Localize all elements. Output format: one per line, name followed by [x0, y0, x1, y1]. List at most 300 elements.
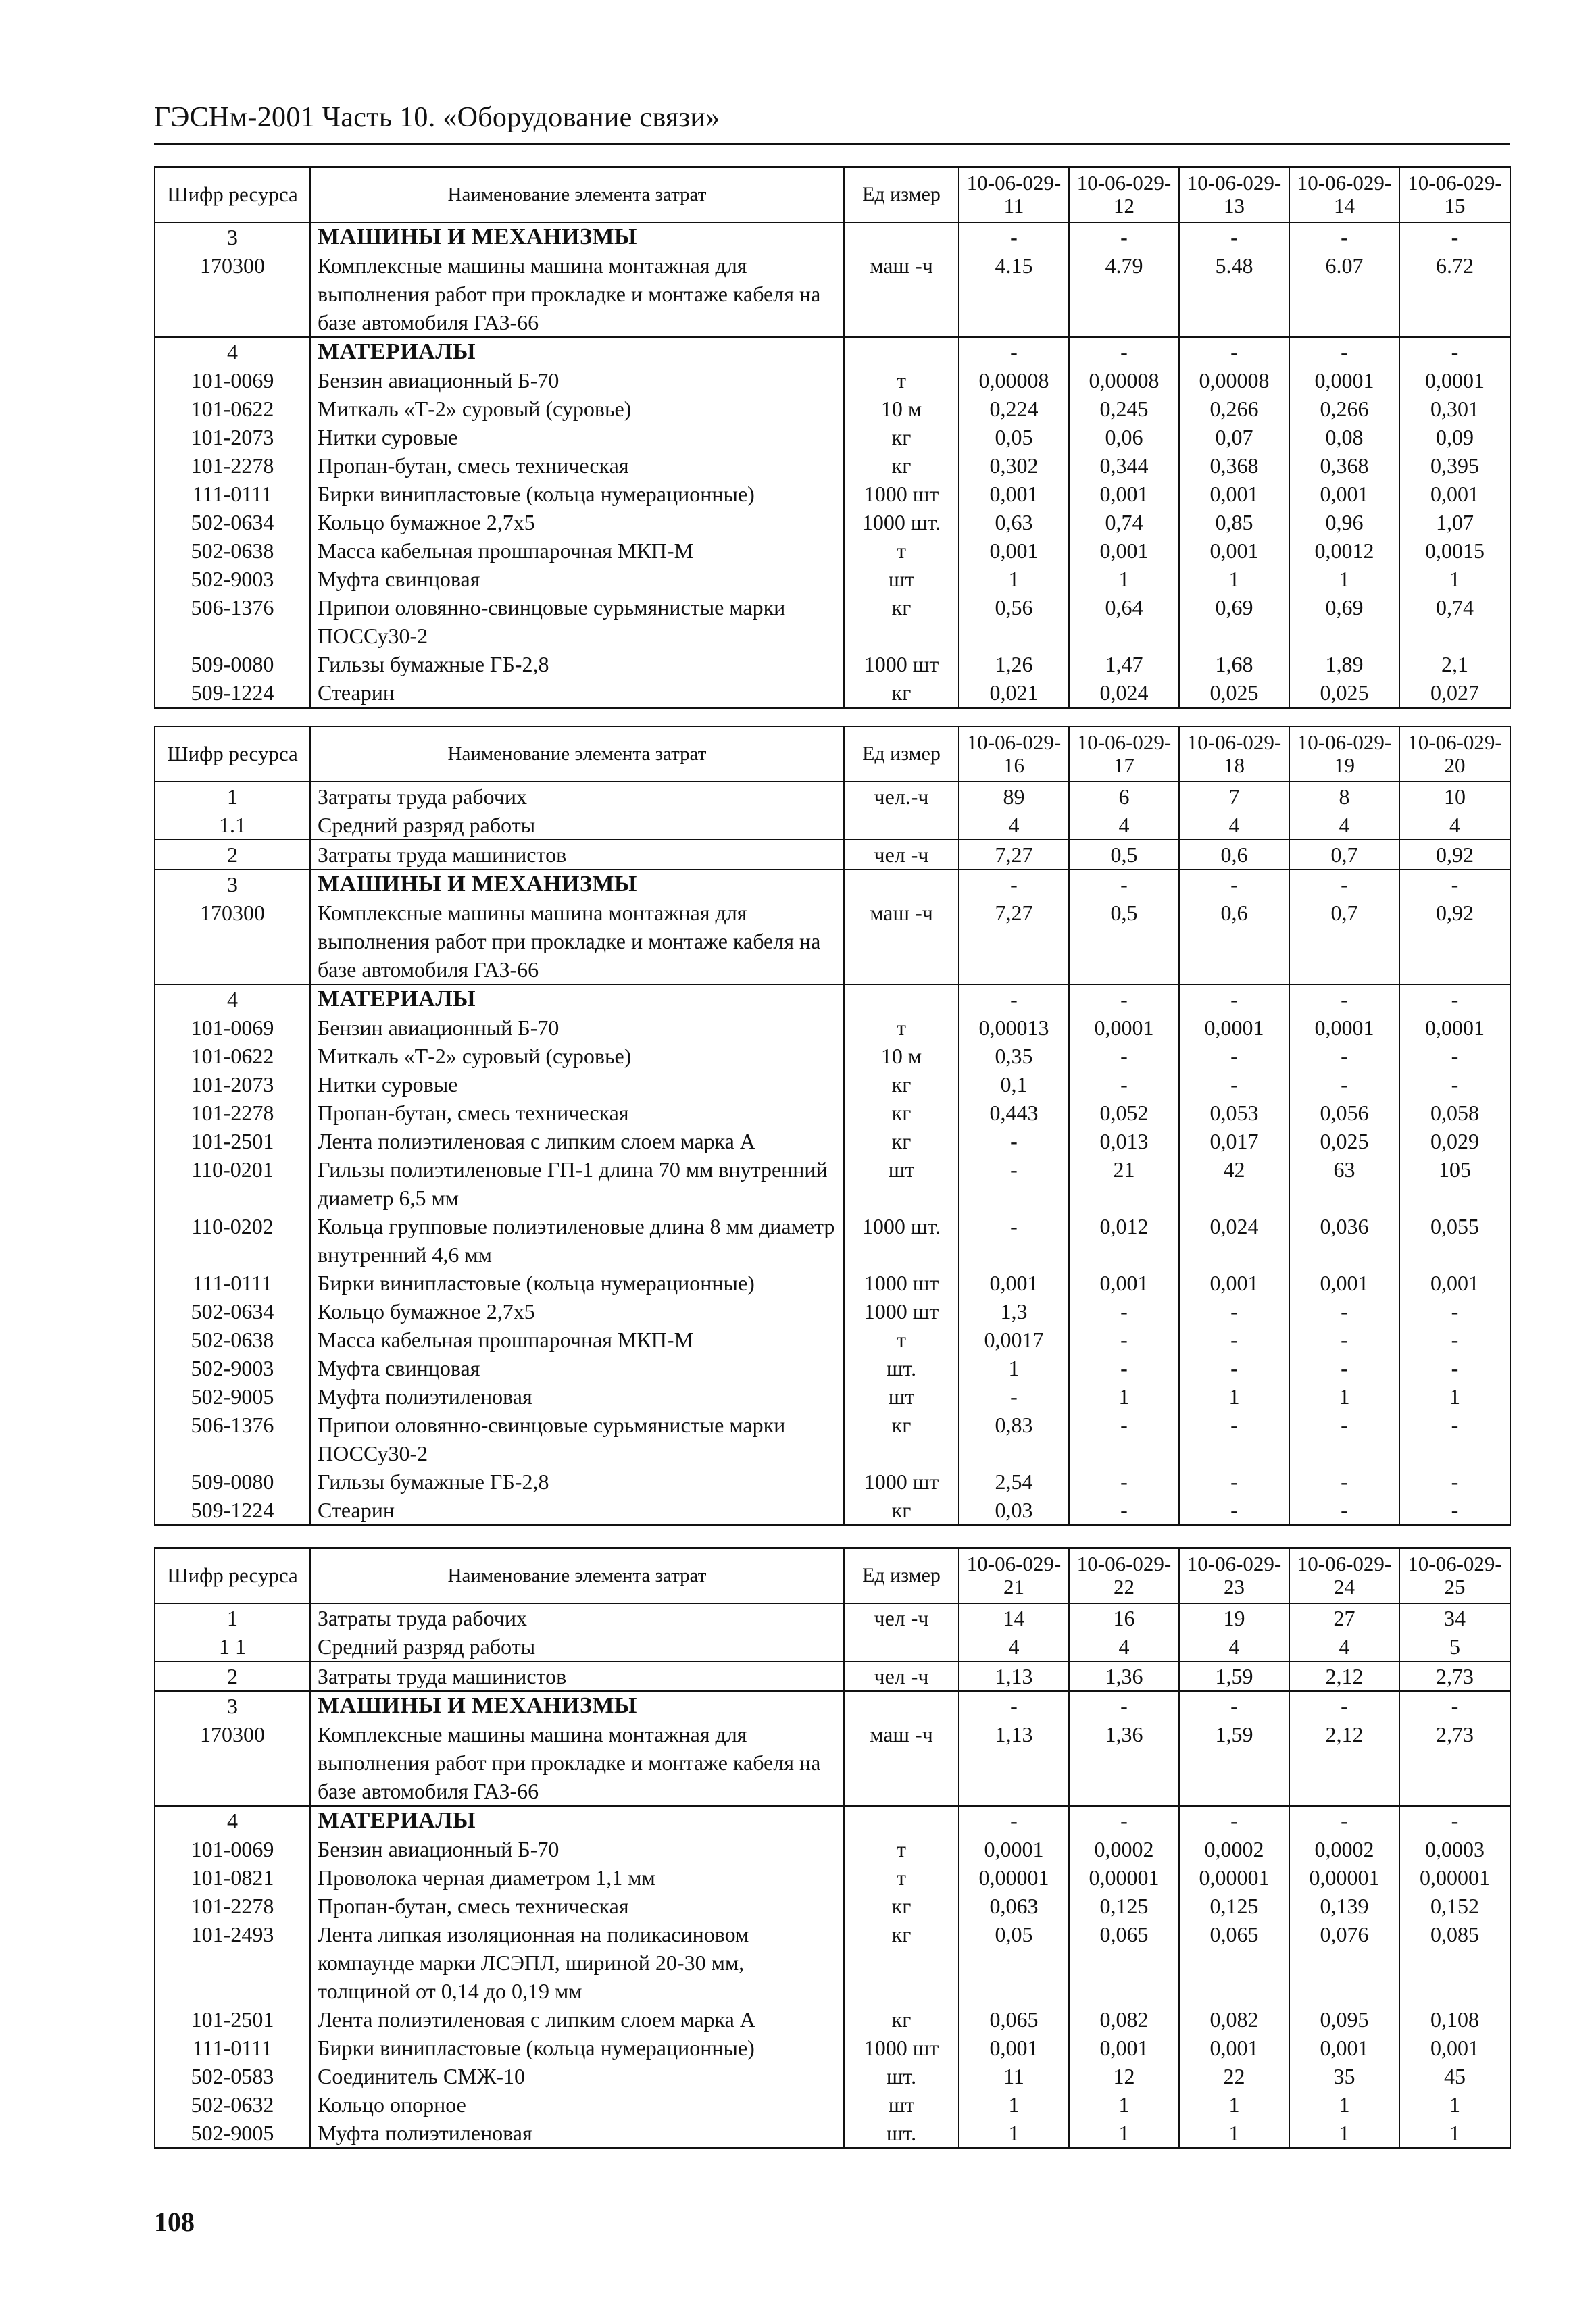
value-cell: 7,27 — [959, 899, 1069, 984]
value-cell: 0,001 — [1069, 536, 1179, 565]
table-row — [155, 536, 1510, 565]
table-row — [155, 1099, 1510, 1127]
value-cell: 1 — [959, 2090, 1069, 2119]
unit-cell: кг — [844, 2005, 959, 2034]
resource-name-cell: Лента полиэтиленовая с липким слоем марка А — [310, 1127, 844, 1155]
value-cell: 0,0001 — [959, 1835, 1069, 1863]
value-cell: - — [1069, 1354, 1179, 1382]
value-cell: 0,74 — [1069, 508, 1179, 536]
resource-name-cell: Кольцо бумажное 2,7х5 — [310, 508, 844, 536]
resource-name-cell: Муфта свинцовая — [310, 565, 844, 593]
value-cell: - — [959, 337, 1069, 366]
value-cell: 0,443 — [959, 1099, 1069, 1127]
resource-code-cell: 4 — [155, 1806, 310, 1835]
value-cell: 0,00008 — [1179, 366, 1289, 395]
value-cell: 1 — [1179, 1382, 1289, 1411]
column-header-name: Наименование элемента затрат — [310, 726, 844, 782]
value-cell: 0,0001 — [1289, 366, 1399, 395]
section-heading-cell: МАТЕРИАЛЫ — [310, 984, 844, 1013]
table-row — [155, 1155, 1510, 1212]
table-row — [155, 251, 1510, 337]
resource-code-cell: 101-0069 — [155, 1013, 310, 1042]
value-cell: - — [1069, 984, 1179, 1013]
unit-cell: шт — [844, 1155, 959, 1212]
table-row — [155, 2119, 1510, 2148]
unit-cell: 10 м — [844, 395, 959, 423]
table-row — [155, 1297, 1510, 1326]
resource-name-cell: Бензин авиационный Б-70 — [310, 1835, 844, 1863]
value-cell: 0,63 — [959, 508, 1069, 536]
column-header-norm-code: 10-06-029-25 — [1399, 1548, 1510, 1603]
value-cell: - — [1399, 1297, 1510, 1326]
column-header-norm-code: 10-06-029-13 — [1179, 167, 1289, 222]
resource-code-cell: 111-0111 — [155, 2034, 310, 2062]
value-cell: 0,001 — [1069, 480, 1179, 508]
table-row — [155, 1467, 1510, 1496]
value-cell: - — [1399, 870, 1510, 899]
value-cell: 1 — [959, 1354, 1069, 1382]
unit-cell: т — [844, 1863, 959, 1892]
value-cell: 0,0001 — [1069, 1013, 1179, 1042]
value-cell: 0,001 — [1179, 1269, 1289, 1297]
resource-name-cell: Лента липкая изоляционная на поликасиновом компаунде марки ЛСЭПЛ, шириной 20-30 мм, толщиной от 0,14 до 0,19 мм — [310, 1920, 844, 2005]
value-cell: 0,07 — [1179, 423, 1289, 451]
value-cell: - — [1399, 1070, 1510, 1099]
value-cell: 0,036 — [1289, 1212, 1399, 1269]
value-cell: 0,056 — [1289, 1099, 1399, 1127]
table-row — [155, 782, 1510, 811]
resource-code-cell: 502-0634 — [155, 1297, 310, 1326]
value-cell: - — [1069, 222, 1179, 251]
value-cell: - — [1399, 984, 1510, 1013]
column-header-name: Наименование элемента затрат — [310, 1548, 844, 1603]
column-header-norm-code: 10-06-029-11 — [959, 167, 1069, 222]
value-cell: - — [1069, 1411, 1179, 1467]
value-cell: 0,56 — [959, 593, 1069, 650]
value-cell: 0,74 — [1399, 593, 1510, 650]
value-cell: - — [1289, 222, 1399, 251]
resource-name-cell: Пропан-бутан, смесь техническая — [310, 1099, 844, 1127]
unit-cell: т — [844, 366, 959, 395]
resource-code-cell: 110-0201 — [155, 1155, 310, 1212]
value-cell: 0,024 — [1179, 1212, 1289, 1269]
unit-cell: шт. — [844, 1354, 959, 1382]
resource-name-cell: Кольцо бумажное 2,7х5 — [310, 1297, 844, 1326]
value-cell: 0,302 — [959, 451, 1069, 480]
resource-code-cell: 101-2493 — [155, 1920, 310, 2005]
resource-name-cell: Бензин авиационный Б-70 — [310, 1013, 844, 1042]
value-cell: 0,0002 — [1069, 1835, 1179, 1863]
value-cell: 4 — [1289, 811, 1399, 840]
table-row — [155, 1632, 1510, 1661]
resource-name-cell: Комплексные машины машина монтажная для выполнения работ при прокладке и монтаже кабеля на базе автомобиля ГАЗ-66 — [310, 899, 844, 984]
resource-code-cell: 101-0069 — [155, 366, 310, 395]
value-cell: 0,055 — [1399, 1212, 1510, 1269]
value-cell: - — [1179, 1411, 1289, 1467]
resource-code-cell: 101-0622 — [155, 395, 310, 423]
value-cell: - — [1069, 1806, 1179, 1835]
unit-cell — [844, 984, 959, 1013]
table-row — [155, 1496, 1510, 1526]
table-row — [155, 1013, 1510, 1042]
value-cell: 0,082 — [1179, 2005, 1289, 2034]
resource-name-cell: Лента полиэтиленовая с липким слоем марка А — [310, 2005, 844, 2034]
resource-code-cell: 101-2501 — [155, 1127, 310, 1155]
value-cell: 2,54 — [959, 1467, 1069, 1496]
value-cell: - — [1179, 1042, 1289, 1070]
resource-name-cell: Миткаль «Т-2» суровый (суровье) — [310, 395, 844, 423]
column-header-norm-code: 10-06-029-23 — [1179, 1548, 1289, 1603]
column-header-unit: Ед измер — [844, 167, 959, 222]
value-cell: 0,001 — [1399, 1269, 1510, 1297]
resource-code-cell: 101-2278 — [155, 1099, 310, 1127]
resource-name-cell: Кольца групповые полиэтиленовые длина 8 мм диаметр внутренний 4,6 мм — [310, 1212, 844, 1269]
unit-cell: 1000 шт — [844, 1467, 959, 1496]
value-cell: 4.15 — [959, 251, 1069, 337]
resource-name-cell: Нитки суровые — [310, 423, 844, 451]
value-cell: 0,0001 — [1179, 1013, 1289, 1042]
value-cell: 2,73 — [1399, 1661, 1510, 1691]
resource-code-cell: 3 — [155, 222, 310, 251]
table-row — [155, 1212, 1510, 1269]
value-cell: 1 — [1289, 565, 1399, 593]
table-row — [155, 840, 1510, 870]
value-cell: 0,0017 — [959, 1326, 1069, 1354]
value-cell: - — [1399, 1354, 1510, 1382]
resource-code-cell: 502-0632 — [155, 2090, 310, 2119]
resource-code-cell: 1 — [155, 782, 310, 811]
value-cell: 1 — [1399, 2090, 1510, 2119]
value-cell: 0,001 — [1179, 480, 1289, 508]
resource-code-cell: 3 — [155, 1691, 310, 1720]
resource-code-cell: 502-0638 — [155, 536, 310, 565]
value-cell: 0,1 — [959, 1070, 1069, 1099]
value-cell: 6 — [1069, 782, 1179, 811]
resource-code-cell: 502-9005 — [155, 1382, 310, 1411]
table-row — [155, 480, 1510, 508]
value-cell: - — [959, 984, 1069, 1013]
resource-code-cell: 101-0821 — [155, 1863, 310, 1892]
table-row — [155, 1127, 1510, 1155]
column-header-unit: Ед измер — [844, 726, 959, 782]
value-cell: - — [1069, 1042, 1179, 1070]
value-cell: - — [1399, 1806, 1510, 1835]
column-header-norm-code: 10-06-029-16 — [959, 726, 1069, 782]
value-cell: 0,152 — [1399, 1892, 1510, 1920]
value-cell: 0,05 — [959, 423, 1069, 451]
value-cell: 6.72 — [1399, 251, 1510, 337]
value-cell: 0,025 — [1179, 678, 1289, 708]
unit-cell: 1000 шт — [844, 2034, 959, 2062]
value-cell: 27 — [1289, 1603, 1399, 1632]
resource-name-cell: Проволока черная диаметром 1,1 мм — [310, 1863, 844, 1892]
table-row — [155, 565, 1510, 593]
value-cell: 4 — [1069, 1632, 1179, 1661]
value-cell: 1 — [1179, 2090, 1289, 2119]
value-cell: 0,085 — [1399, 1920, 1510, 2005]
value-cell: 34 — [1399, 1603, 1510, 1632]
value-cell: 0,029 — [1399, 1127, 1510, 1155]
value-cell: 0,0001 — [1289, 1013, 1399, 1042]
value-cell: 89 — [959, 782, 1069, 811]
value-cell: 4 — [1179, 811, 1289, 840]
value-cell: - — [1069, 337, 1179, 366]
column-header-norm-code: 10-06-029-22 — [1069, 1548, 1179, 1603]
resource-code-cell: 502-0583 — [155, 2062, 310, 2090]
value-cell: 0,125 — [1179, 1892, 1289, 1920]
table-row — [155, 1382, 1510, 1411]
resource-code-cell: 110-0202 — [155, 1212, 310, 1269]
value-cell: 4 — [959, 1632, 1069, 1661]
value-cell: - — [1289, 1496, 1399, 1526]
resource-code-cell: 101-2278 — [155, 451, 310, 480]
unit-cell: кг — [844, 451, 959, 480]
unit-cell: чел -ч — [844, 1661, 959, 1691]
table-row — [155, 1042, 1510, 1070]
value-cell: 22 — [1179, 2062, 1289, 2090]
value-cell: - — [1069, 1496, 1179, 1526]
value-cell: 0,0003 — [1399, 1835, 1510, 1863]
table-row — [155, 650, 1510, 678]
value-cell: 0,001 — [1179, 536, 1289, 565]
resource-name-cell: Муфта полиэтиленовая — [310, 2119, 844, 2148]
resource-code-cell: 170300 — [155, 1720, 310, 1806]
value-cell: 0,001 — [1399, 2034, 1510, 2062]
value-cell: 2,73 — [1399, 1720, 1510, 1806]
value-cell: - — [1179, 1070, 1289, 1099]
value-cell: 0,00001 — [1069, 1863, 1179, 1892]
value-cell: - — [1289, 1411, 1399, 1467]
value-cell: 0,012 — [1069, 1212, 1179, 1269]
value-cell: - — [1399, 1042, 1510, 1070]
value-cell: 1 — [1179, 565, 1289, 593]
section-heading-cell: МАШИНЫ И МЕХАНИЗМЫ — [310, 222, 844, 251]
unit-cell: т — [844, 1835, 959, 1863]
resource-name-cell: Масса кабельная прошпарочная МКП-М — [310, 1326, 844, 1354]
value-cell: - — [1179, 1467, 1289, 1496]
table-row — [155, 366, 1510, 395]
unit-cell: шт — [844, 2090, 959, 2119]
value-cell: 1,07 — [1399, 508, 1510, 536]
value-cell: - — [1069, 1467, 1179, 1496]
resource-table-1 — [154, 166, 1511, 709]
table-row — [155, 1411, 1510, 1467]
unit-cell — [844, 1691, 959, 1720]
value-cell: 0,83 — [959, 1411, 1069, 1467]
table-row — [155, 678, 1510, 708]
table-row — [155, 2034, 1510, 2062]
value-cell: 0,6 — [1179, 840, 1289, 870]
resource-name-cell: Средний разряд работы — [310, 811, 844, 840]
resource-name-cell: Бирки винипластовые (кольца нумерационные) — [310, 2034, 844, 2062]
value-cell: 4.79 — [1069, 251, 1179, 337]
unit-cell — [844, 1806, 959, 1835]
value-cell: - — [1399, 1691, 1510, 1720]
table-row — [155, 2090, 1510, 2119]
value-cell: 0,095 — [1289, 2005, 1399, 2034]
value-cell: 0,001 — [1069, 1269, 1179, 1297]
value-cell: 0,082 — [1069, 2005, 1179, 2034]
resource-name-cell: Миткаль «Т-2» суровый (суровье) — [310, 1042, 844, 1070]
value-cell: 0,065 — [1179, 1920, 1289, 2005]
page-number: 108 — [154, 2207, 195, 2237]
value-cell: - — [959, 1691, 1069, 1720]
column-header-norm-code: 10-06-029-20 — [1399, 726, 1510, 782]
resource-code-cell: 3 — [155, 870, 310, 899]
value-cell: 1 — [1179, 2119, 1289, 2148]
value-cell: 0,021 — [959, 678, 1069, 708]
value-cell: 0,368 — [1289, 451, 1399, 480]
resource-code-cell: 101-2073 — [155, 1070, 310, 1099]
value-cell: - — [959, 1127, 1069, 1155]
page-header-title: ГЭСНм-2001 Часть 10. «Оборудование связи» — [154, 102, 720, 133]
table-row — [155, 870, 1510, 899]
value-cell: 1,47 — [1069, 650, 1179, 678]
value-cell: 0,6 — [1179, 899, 1289, 984]
value-cell: 1 — [1069, 565, 1179, 593]
value-cell: 0,076 — [1289, 1920, 1399, 2005]
unit-cell: 1000 шт — [844, 1297, 959, 1326]
value-cell: 0,266 — [1179, 395, 1289, 423]
value-cell: 0,001 — [959, 536, 1069, 565]
value-cell: - — [1179, 1354, 1289, 1382]
unit-cell: кг — [844, 593, 959, 650]
resource-name-cell: Гильзы бумажные ГБ-2,8 — [310, 650, 844, 678]
value-cell: 0,139 — [1289, 1892, 1399, 1920]
resource-name-cell: Бензин авиационный Б-70 — [310, 366, 844, 395]
value-cell: 10 — [1399, 782, 1510, 811]
value-cell: 0,92 — [1399, 840, 1510, 870]
column-header-norm-code: 10-06-029-24 — [1289, 1548, 1399, 1603]
value-cell: - — [1289, 1354, 1399, 1382]
value-cell: 1 — [1399, 565, 1510, 593]
unit-cell: маш -ч — [844, 1720, 959, 1806]
value-cell: 1,3 — [959, 1297, 1069, 1326]
value-cell: 0,224 — [959, 395, 1069, 423]
unit-cell: т — [844, 536, 959, 565]
value-cell: 0,001 — [959, 1269, 1069, 1297]
value-cell: 105 — [1399, 1155, 1510, 1212]
resource-name-cell: Муфта полиэтиленовая — [310, 1382, 844, 1411]
resource-name-cell: Средний разряд работы — [310, 1632, 844, 1661]
column-header-code: Шифр ресурса — [155, 1548, 310, 1603]
value-cell: 0,065 — [959, 2005, 1069, 2034]
value-cell: 0,00008 — [959, 366, 1069, 395]
value-cell: 0,108 — [1399, 2005, 1510, 2034]
value-cell: 1,59 — [1179, 1720, 1289, 1806]
value-cell: - — [1289, 984, 1399, 1013]
resource-code-cell: 111-0111 — [155, 1269, 310, 1297]
value-cell: 0,001 — [1179, 2034, 1289, 2062]
value-cell: 0,001 — [1399, 480, 1510, 508]
value-cell: 5 — [1399, 1632, 1510, 1661]
value-cell: 6.07 — [1289, 251, 1399, 337]
value-cell: 0,00001 — [1289, 1863, 1399, 1892]
table-header-row — [155, 726, 1510, 782]
value-cell: 0,266 — [1289, 395, 1399, 423]
value-cell: - — [1179, 1691, 1289, 1720]
value-cell: 7,27 — [959, 840, 1069, 870]
value-cell: 0,00001 — [1399, 1863, 1510, 1892]
value-cell: 19 — [1179, 1603, 1289, 1632]
column-header-norm-code: 10-06-029-12 — [1069, 167, 1179, 222]
value-cell: - — [1179, 1297, 1289, 1326]
resource-code-cell: 1 1 — [155, 1632, 310, 1661]
value-cell: - — [1069, 870, 1179, 899]
resource-name-cell: Кольцо опорное — [310, 2090, 844, 2119]
resource-code-cell: 101-0069 — [155, 1835, 310, 1863]
value-cell: 0,025 — [1289, 1127, 1399, 1155]
value-cell: 0,7 — [1289, 840, 1399, 870]
unit-cell: чел -ч — [844, 1603, 959, 1632]
column-header-norm-code: 10-06-029-19 — [1289, 726, 1399, 782]
value-cell: 0,35 — [959, 1042, 1069, 1070]
table-row — [155, 1720, 1510, 1806]
value-cell: 1 — [959, 2119, 1069, 2148]
unit-cell: маш -ч — [844, 251, 959, 337]
resource-name-cell: Припои оловянно-свинцовые сурьмянистые марки ПОССу30-2 — [310, 593, 844, 650]
value-cell: 0,001 — [1069, 2034, 1179, 2062]
value-cell: 0,001 — [1289, 2034, 1399, 2062]
unit-cell — [844, 222, 959, 251]
unit-cell: кг — [844, 678, 959, 708]
value-cell: - — [1069, 1691, 1179, 1720]
resource-name-cell: Стеарин — [310, 678, 844, 708]
value-cell: 63 — [1289, 1155, 1399, 1212]
unit-cell: шт. — [844, 2062, 959, 2090]
unit-cell: кг — [844, 1127, 959, 1155]
resource-name-cell: Комплексные машины машина монтажная для выполнения работ при прокладке и монтаже кабеля на базе автомобиля ГАЗ-66 — [310, 1720, 844, 1806]
resource-name-cell: Соединитель СМЖ-10 — [310, 2062, 844, 2090]
value-cell: 21 — [1069, 1155, 1179, 1212]
value-cell: 0,065 — [1069, 1920, 1179, 2005]
value-cell: 0,024 — [1069, 678, 1179, 708]
value-cell: 4 — [1179, 1632, 1289, 1661]
table-row — [155, 1691, 1510, 1720]
value-cell: - — [1069, 1326, 1179, 1354]
value-cell: 1,26 — [959, 650, 1069, 678]
resource-code-cell: 509-1224 — [155, 1496, 310, 1526]
value-cell: 0,053 — [1179, 1099, 1289, 1127]
resource-table-2 — [154, 726, 1511, 1526]
value-cell: - — [1069, 1297, 1179, 1326]
unit-cell: т — [844, 1326, 959, 1354]
value-cell: 0,7 — [1289, 899, 1399, 984]
value-cell: - — [1399, 1411, 1510, 1467]
value-cell: 0,5 — [1069, 899, 1179, 984]
resource-name-cell: Затраты труда машинистов — [310, 1661, 844, 1691]
value-cell: 2,12 — [1289, 1720, 1399, 1806]
value-cell: 0,96 — [1289, 508, 1399, 536]
unit-cell: маш -ч — [844, 899, 959, 984]
value-cell: 0,001 — [1289, 480, 1399, 508]
value-cell: 0,125 — [1069, 1892, 1179, 1920]
unit-cell: 10 м — [844, 1042, 959, 1070]
resource-name-cell: Бирки винипластовые (кольца нумерационные) — [310, 1269, 844, 1297]
resource-code-cell: 509-1224 — [155, 678, 310, 708]
value-cell: - — [959, 1806, 1069, 1835]
section-heading-cell: МАШИНЫ И МЕХАНИЗМЫ — [310, 870, 844, 899]
value-cell: 0,027 — [1399, 678, 1510, 708]
value-cell: 1 — [959, 565, 1069, 593]
value-cell: 0,0001 — [1399, 1013, 1510, 1042]
resource-code-cell: 2 — [155, 840, 310, 870]
unit-cell: кг — [844, 423, 959, 451]
value-cell: - — [959, 1382, 1069, 1411]
value-cell: - — [1399, 1326, 1510, 1354]
resource-code-cell: 170300 — [155, 899, 310, 984]
value-cell: 1,13 — [959, 1661, 1069, 1691]
